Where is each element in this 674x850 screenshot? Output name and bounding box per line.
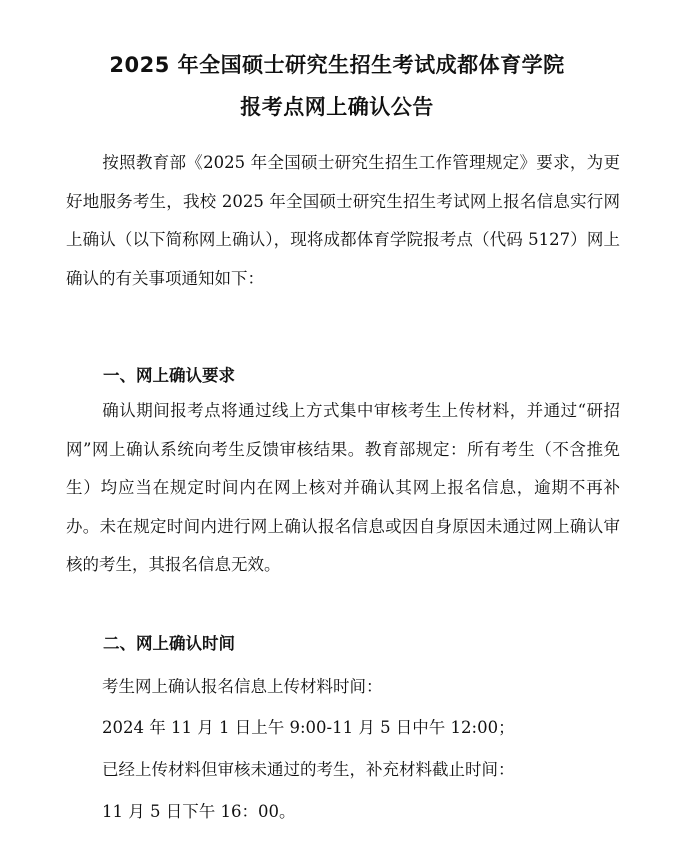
upload-time-label: 考生网上确认报名信息上传材料时间： bbox=[102, 677, 383, 696]
title-line-2: 报考点网上确认公告 bbox=[240, 95, 434, 119]
section-2-heading: 二、网上确认时间 bbox=[103, 634, 235, 653]
supplement-deadline-label: 已经上传材料但审核未通过的考生，补充材料截止时间： bbox=[102, 760, 515, 779]
upload-time-range: 2024 年 11 月 1 日上午 9:00-11 月 5 日中午 12:00； bbox=[102, 718, 515, 737]
section-1-body: 确认期间报考点将通过线上方式集中审核考生上传材料，并通过“研招网”网上确认系统向考生反馈审核结果。教育部规定：所有考生（不含推免生）均应当在规定时间内在网上核对并确认其网上报名信息，逾期不再补办。未在规定时间内进行网上确认报名信息或因自身原因未通过网上确认审核的考生，其报名信息无效。 bbox=[66, 401, 620, 574]
section-1-heading: 一、网上确认要求 bbox=[103, 366, 235, 385]
intro-paragraph: 按照教育部《2025 年全国硕士研究生招生工作管理规定》要求，为更好地服务考生，我校 2025 年全国硕士研究生招生考试网上报名信息实行网上确认（以下简称网上确认），现将成都体育学院报考点（代码 5127）网上确认的有关事项通知如下： bbox=[66, 153, 620, 288]
title-line-1: 2025 年全国硕士研究生招生考试成都体育学院 bbox=[109, 53, 565, 77]
supplement-deadline-time: 11 月 5 日下午 16：00。 bbox=[102, 802, 296, 821]
